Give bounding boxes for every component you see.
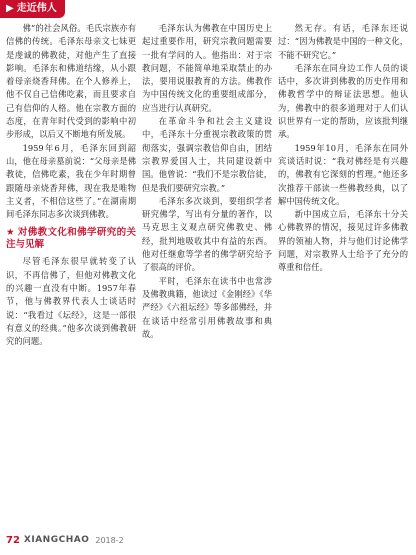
column-3 — [278, 22, 408, 522]
issue-number: 2018-2 — [95, 535, 124, 545]
paragraph: 1959年6月，毛泽东回到韶山，他在母亲墓前说：“父母亲是佛教徒，信佛吃素，我在少年时期曾跟随母亲烧香拜佛，现在我是唯物主义者，不相信这些了。”在湖南期间毛泽东同志多次谈到佛教。 — [6, 142, 136, 220]
page-number: 72 — [6, 534, 20, 546]
page-footer — [0, 525, 416, 555]
paragraph: 佛”的社会风俗。毛氏宗族亦有信佛的传统。毛泽东母亲文七妹更是虔诚的佛教徒，对他产生了直接影响。毛泽东和佛道结缘，从小跟着母亲烧香拜佛。在个人修养上，他不仅自己信佛吃素，而且要求自己有信仰的人格。他在宗教方面的态度，在青年时代受到的影响中初步形成，以后又不断地有所发展。 — [6, 23, 136, 140]
section-title: 走近伟人 — [16, 3, 57, 14]
star-icon: ★ — [6, 227, 15, 239]
subheading-text: 对佛教文化和佛学研究的关注与见解 — [6, 227, 136, 251]
paragraph: 毛泽东多次谈到，要组织学者研究佛学，写出有分量的著作，以马克思主义观点研究佛教史、佛经，批判地吸收其中有益的东西。他对任继愈等学者的佛学研究给予了很高的评价。 — [142, 195, 272, 273]
magazine-name: XIANGCHAO — [23, 535, 90, 545]
column-2 — [142, 22, 272, 522]
paragraph: 然无存。有话，毛泽东还说过：“因为佛教是中国的一种文化，不能不研究它。” — [278, 23, 408, 60]
column-1 — [6, 22, 136, 522]
paragraph: 毛泽东认为佛教在中国历史上起过重要作用，研究宗教问题需要一批有学问的人。他指出：对于宗教问题，不能简单地采取禁止的办法，要用说服教育的方法。佛教作为中国传统文化的重要组成部分，应当进行认真研究。 — [142, 23, 272, 113]
arrow-mark-icon: ▶ — [6, 3, 14, 14]
paragraph: 1959年10月，毛泽东在同外宾谈话时说：“我对佛经是有兴趣的，佛教有它深刻的哲理。”他还多次推荐干部读一些佛教经典，以了解中国传统文化。 — [278, 142, 408, 206]
section-tab — [0, 0, 65, 18]
paragraph: 在革命斗争和社会主义建设中，毛泽东十分重视宗教政策的贯彻落实，强调宗教信仰自由，团结宗教界爱国人士，共同建设新中国。他曾说：“我们不是宗教信徒，但是我们要研究宗教。” — [142, 116, 272, 193]
section-header — [0, 0, 416, 18]
paragraph: 新中国成立后，毛泽东十分关心佛教界的情况，接见过许多佛教界的领袖人物，并与他们讨论佛学问题，对宗教界人士给予了充分的尊重和信任。 — [278, 209, 408, 273]
paragraph: 尽管毛泽东很早就转变了认识，不再信佛了，但他对佛教文化的兴趣一直没有中断。1957年春节，他与佛教界代表人士谈话时说：“我看过《坛经》，这是一部很有意义的经典。”他多次谈到佛教研究的问题。 — [6, 256, 136, 347]
paragraph: 平时，毛泽东在读书中也常涉及佛教典籍，他读过《金刚经》《华严经》《六祖坛经》等多部佛经，并在谈话中经常引用佛教故事和典故。 — [142, 275, 272, 339]
article-columns — [6, 22, 410, 522]
paragraph: 毛泽东在同身边工作人员的谈话中，多次讲到佛教的历史作用和佛教哲学中的辩证法思想。他认为，佛教中的很多道理对于人们认识世界有一定的帮助，应该批判继承。 — [278, 62, 408, 140]
section-subheading — [6, 227, 136, 251]
